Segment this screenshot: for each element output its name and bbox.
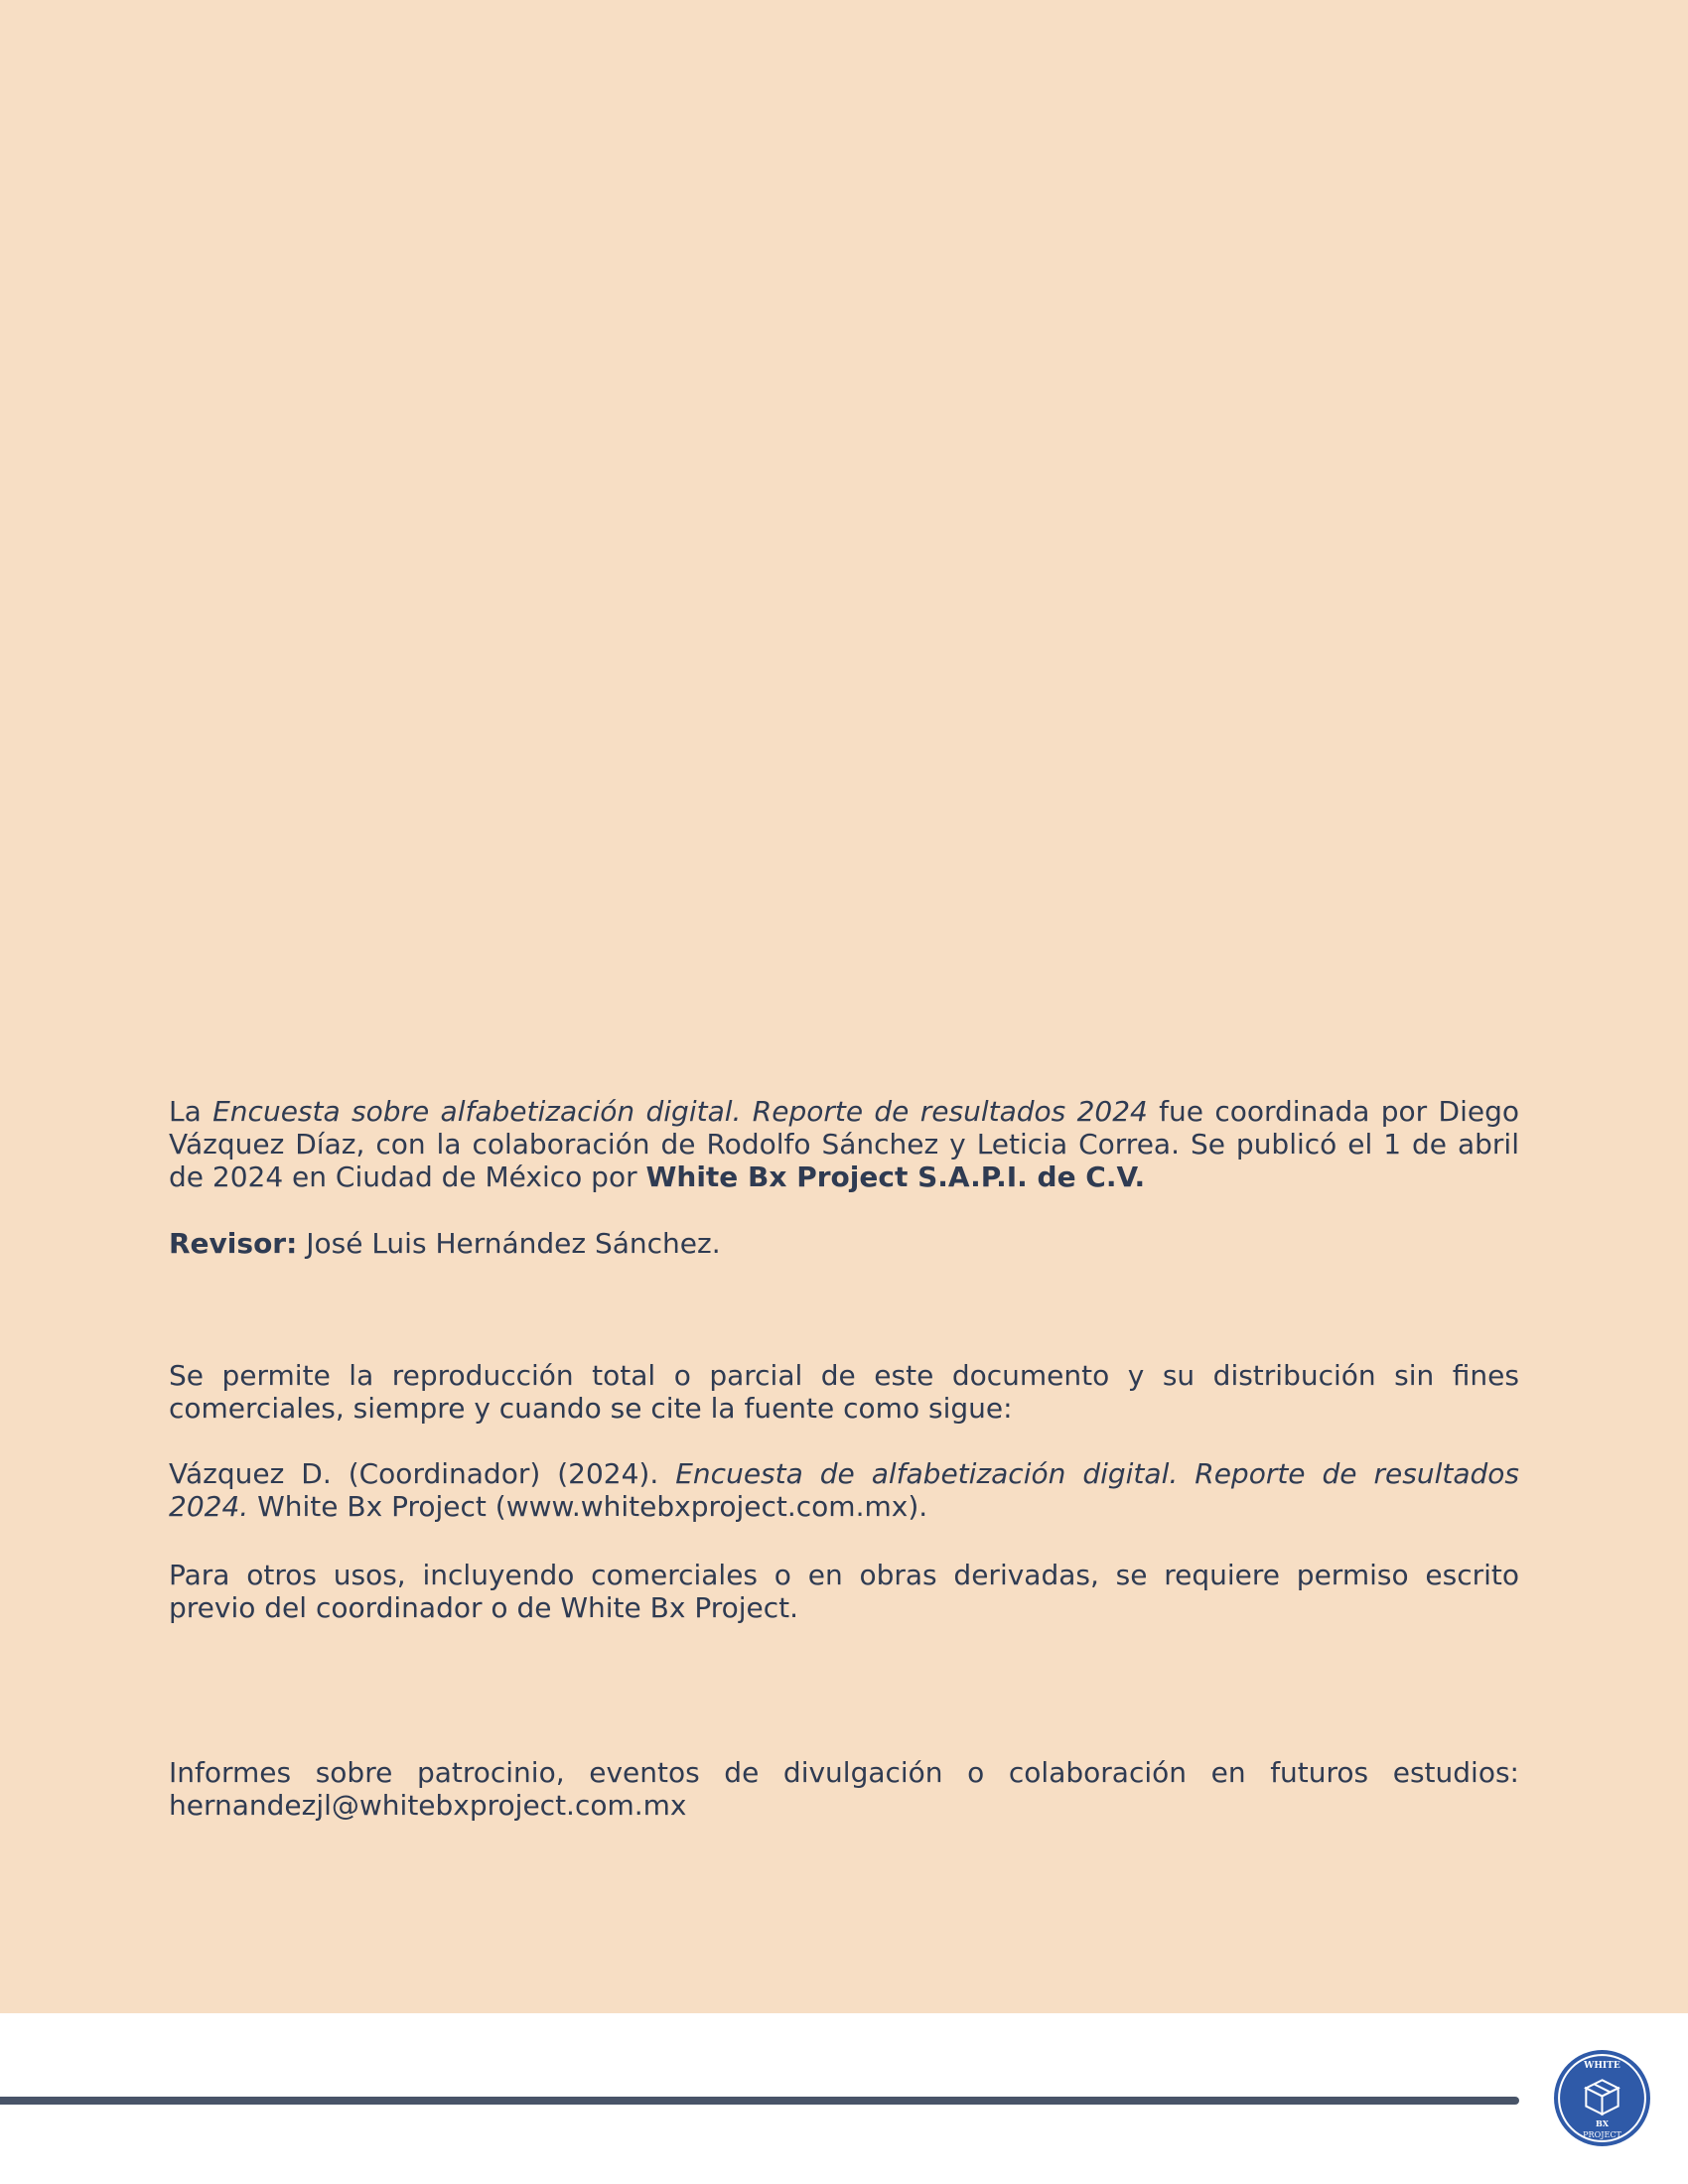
logo-mid-text: BX <box>1595 2117 1610 2128</box>
citation-publisher: White Bx Project (www.whitebxproject.com.mx). <box>248 1490 928 1523</box>
contact-paragraph <box>169 1756 1519 1822</box>
reviewer-line <box>169 1227 1519 1260</box>
contact-text: Informes sobre patrocinio, eventos de divulgación o colaboración en futuros estudios: <box>169 1756 1519 1789</box>
credits-paragraph <box>169 1095 1519 1193</box>
permission-paragraph <box>169 1359 1519 1425</box>
citation-title: Encuesta de alfabetización digital. Reporte de resultados 2024. <box>169 1457 1519 1523</box>
report-title: Encuesta sobre alfabetización digital. Reporte de resultados 2024 <box>212 1095 1148 1128</box>
white-bx-project-logo <box>1552 2048 1652 2148</box>
publisher-name: White Bx Project S.A.P.I. de C.V. <box>645 1160 1146 1193</box>
citation-authors: Vázquez D. (Coordinador) (2024). <box>169 1457 676 1490</box>
footer-rule <box>0 2097 1519 2105</box>
logo-bottom-text: PROJECT <box>1583 2128 1621 2139</box>
other-uses-text: Para otros usos, incluyendo comerciales o en obras derivadas, se requiere permiso escrito previo del coordinador o de White Bx Project. <box>169 1559 1519 1624</box>
reviewer-name: José Luis Hernández Sánchez. <box>297 1227 721 1260</box>
contact-email[interactable]: hernandezjl@whitebxproject.com.mx <box>169 1789 687 1822</box>
credits-body: fue coordinada por Diego Vázquez Díaz, con la colaboración de Rodolfo Sánchez y Leticia Correa. Se publicó el 1 de abril de 2024 en Ciudad de México por <box>169 1095 1519 1193</box>
credits-intro: La <box>169 1095 213 1128</box>
logo-top-text: WHITE <box>1584 2060 1620 2072</box>
reviewer-label: Revisor: <box>169 1227 298 1260</box>
citation-paragraph <box>169 1457 1519 1523</box>
permission-text: Se permite la reproducción total o parcial de este documento y su distribución sin fines comerciales, siempre y cuando se cite la fuente como sigue: <box>169 1359 1519 1425</box>
other-uses-paragraph <box>169 1559 1519 1624</box>
